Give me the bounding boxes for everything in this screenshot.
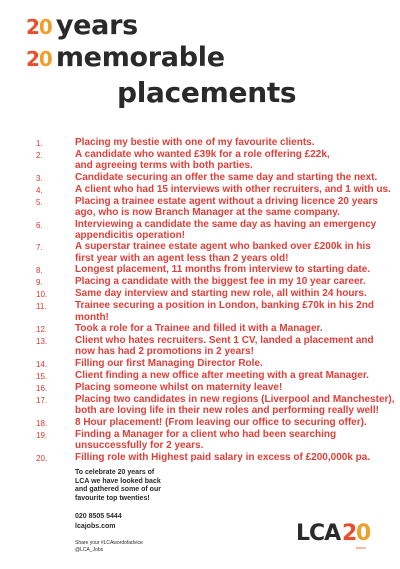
item-number: 18. bbox=[36, 418, 48, 428]
item-text: Interviewing a candidate the same day as having an emergency appendicitis operation! bbox=[75, 218, 377, 242]
item-number: 9. bbox=[36, 278, 43, 288]
item-text: Finding a Manager for a client who had been searching unsuccessfully for 2 years. bbox=[75, 428, 337, 452]
list-item bbox=[36, 429, 396, 452]
item-text: Placing someone whilst on maternity leave! bbox=[75, 381, 283, 393]
item-number: 4. bbox=[36, 185, 43, 195]
twenty-mark: 20 bbox=[26, 15, 52, 39]
list-item bbox=[36, 323, 396, 335]
list-item bbox=[36, 184, 396, 196]
list-item bbox=[36, 172, 396, 184]
item-number: 8. bbox=[36, 266, 43, 276]
heading-word-years: years bbox=[55, 10, 138, 41]
item-number: 17. bbox=[36, 395, 48, 405]
logo-letters: LCA bbox=[296, 521, 341, 546]
list-item bbox=[36, 149, 396, 172]
item-text: Longest placement, 11 months from interview to starting date. bbox=[75, 264, 371, 276]
list-item bbox=[36, 288, 396, 300]
item-text: Placing two candidates in new regions (Liverpool and Manchester), both are loving life in their new roles and performing really well! bbox=[75, 393, 395, 417]
heading-word-memorable: memorable bbox=[55, 42, 225, 73]
item-text: Trainee securing a position in London, banking £70k in his 2nd month! bbox=[75, 300, 374, 323]
footer bbox=[75, 469, 235, 554]
list-item bbox=[36, 137, 396, 149]
item-number: 7. bbox=[36, 243, 43, 253]
website-link[interactable]: lcajobs.com bbox=[75, 522, 116, 530]
footer-social bbox=[75, 540, 235, 553]
item-number: 5. bbox=[36, 197, 43, 207]
heading-line-years bbox=[26, 10, 296, 42]
heading-line-memorable bbox=[26, 42, 296, 74]
twenty-mark: 20 bbox=[26, 47, 52, 71]
phone-number: 020 8505 5444 bbox=[75, 513, 122, 521]
item-text: Candidate securing an offer the same day and starting the next. bbox=[75, 171, 378, 183]
list-item bbox=[36, 276, 396, 288]
item-text: Placing my bestie with one of my favourite clients. bbox=[75, 137, 315, 148]
list-item bbox=[36, 417, 396, 429]
item-text: Client finding a new office after meeting with a great Manager. bbox=[75, 369, 369, 381]
item-number: 15. bbox=[36, 371, 48, 381]
list-item bbox=[36, 196, 396, 219]
item-number: 14. bbox=[36, 359, 48, 369]
item-text: Took a role for a Trainee and filled it with a Manager. bbox=[75, 323, 323, 335]
lca-logo bbox=[296, 521, 376, 551]
item-text: Placing a candidate with the biggest fee in my 10 year career. bbox=[75, 276, 366, 288]
item-text: Filling role with Highest paid salary in excess of £200,000k pa. bbox=[75, 451, 371, 463]
list-item bbox=[36, 358, 396, 370]
item-text: A client who had 15 interviews with other recruiters, and 1 with us. bbox=[75, 183, 391, 195]
item-text: 8 Hour placement! (From leaving our office to securing offer). bbox=[75, 416, 367, 428]
list-item bbox=[36, 394, 396, 417]
item-text: Same day interview and starting new role, all within 24 hours. bbox=[75, 288, 367, 300]
item-number: 13. bbox=[36, 337, 48, 347]
item-text: A candidate who wanted £39k for a role offering £22k, and agreeing terms with both parties. bbox=[75, 149, 330, 172]
item-number: 6. bbox=[36, 220, 43, 230]
list-item bbox=[36, 452, 396, 464]
list-item bbox=[36, 382, 396, 394]
logo-twenty: 20 bbox=[342, 521, 370, 546]
item-number: 2. bbox=[36, 151, 43, 160]
list-item bbox=[36, 264, 396, 276]
list-item bbox=[36, 219, 396, 242]
list-item bbox=[36, 241, 396, 264]
twitter-handle: @LCA_Jobs bbox=[75, 546, 104, 553]
item-number: 12. bbox=[36, 325, 48, 335]
item-text: Placing a trainee estate agent without a driving licence 20 years ago, who is now Branch Manager at the same company. bbox=[75, 195, 378, 219]
poster-heading bbox=[26, 10, 296, 110]
list-item bbox=[36, 370, 396, 382]
item-number: 1. bbox=[36, 139, 43, 148]
item-number: 3. bbox=[36, 173, 43, 183]
footer-intro: To celebrate 20 years of LCA we have looked back and gathered some of our favourite top twenties! bbox=[75, 469, 161, 502]
logo-years: years bbox=[356, 545, 366, 550]
item-number: 19. bbox=[36, 430, 48, 440]
item-number: 16. bbox=[36, 383, 48, 393]
list-item bbox=[36, 300, 396, 323]
placements-list bbox=[36, 137, 396, 464]
footer-contact bbox=[75, 512, 235, 531]
item-number: 11. bbox=[36, 302, 47, 312]
item-text: A superstar trainee estate agent who banked over £200k in his first year with an agent less than 2 years old! bbox=[75, 241, 371, 264]
item-number: 10. bbox=[36, 290, 48, 300]
item-text: Filling our first Managing Director Role. bbox=[75, 357, 263, 369]
heading-word-placements: placements bbox=[117, 76, 297, 109]
item-number: 20. bbox=[36, 453, 48, 463]
share-hashtag: Share your #LCAwordofadvice bbox=[75, 540, 143, 547]
item-text: Client who hates recruiters. Sent 1 CV, landed a placement and now has had 2 promotions in 2 years! bbox=[75, 335, 374, 358]
list-item bbox=[36, 335, 396, 358]
heading-line-placements bbox=[26, 74, 296, 110]
